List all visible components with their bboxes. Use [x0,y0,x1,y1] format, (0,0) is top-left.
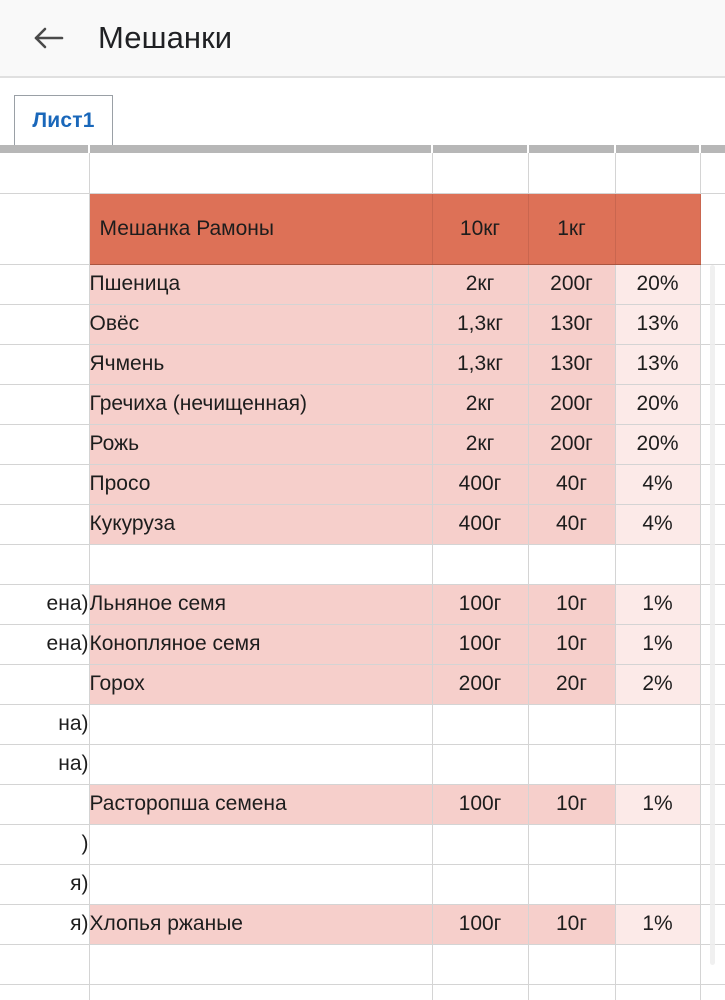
table-row [0,824,725,864]
cell-percent[interactable] [615,544,700,584]
cell-ingredient-name[interactable]: Пшеница [89,264,432,304]
cell-unit-amount[interactable]: 20г [528,664,615,704]
cell-bulk-amount[interactable] [432,944,528,984]
cell-bulk-amount[interactable]: 100г [432,904,528,944]
cell-unit-amount[interactable]: 130г [528,304,615,344]
cell-bulk-amount[interactable]: 400г [432,504,528,544]
cell-bulk-amount[interactable]: 400г [432,464,528,504]
table-row [0,584,725,624]
table-row-title [0,193,725,264]
cell-ingredient-name[interactable]: Гречиха (нечищенная) [89,384,432,424]
cell-unit-amount[interactable] [528,984,615,1000]
cell-bulk-amount[interactable] [432,824,528,864]
cell-ingredient-name[interactable]: Ячмень [89,344,432,384]
cell-left-label[interactable] [0,464,89,504]
cell-left-label[interactable] [0,424,89,464]
cell-mix-title[interactable]: Мешанка Рамоны [89,193,432,264]
cell-tail[interactable] [700,193,725,264]
cell-left-label[interactable]: ена) [0,584,89,624]
cell-bulk-header[interactable]: 10кг [432,193,528,264]
back-button[interactable] [16,6,80,70]
cell-unit-amount[interactable]: 200г [528,384,615,424]
cell-left-label[interactable] [0,193,89,264]
cell-left-label[interactable] [0,304,89,344]
cell-tail[interactable] [700,984,725,1000]
cell-percent[interactable]: 20% [615,384,700,424]
app-bar [0,0,725,76]
cell-unit-amount[interactable]: 40г [528,464,615,504]
cell-percent[interactable]: 2% [615,664,700,704]
sheet-tab-strip [0,78,725,145]
cell-unit-amount[interactable]: 10г [528,784,615,824]
cell-left-label[interactable] [0,504,89,544]
cell-unit-amount[interactable] [528,944,615,984]
column-divider [88,145,90,153]
cell-percent[interactable] [615,824,700,864]
column-divider [431,145,433,153]
sheet-tab-label: Лист1 [32,108,95,132]
cell-percent[interactable]: 4% [615,504,700,544]
table-row [0,504,725,544]
cell-left-label[interactable] [0,544,89,584]
cell-bulk-amount[interactable]: 1,3кг [432,304,528,344]
cell-percent[interactable]: 1% [615,784,700,824]
cell-unit-amount[interactable]: 200г [528,264,615,304]
sheet-tab-list1[interactable] [14,95,113,145]
arrow-left-icon [28,18,68,58]
cell-unit-amount[interactable] [528,544,615,584]
cell-unit-amount[interactable] [528,704,615,744]
cell-ingredient-name[interactable]: Рожь [89,424,432,464]
cell-ingredient-name[interactable] [89,864,432,904]
cell-bulk-amount[interactable] [432,153,528,193]
table-row [0,904,725,944]
column-divider [527,145,529,153]
table-row [0,784,725,824]
cell-percent[interactable]: 20% [615,424,700,464]
cell-ingredient-name[interactable] [89,824,432,864]
cell-ingredient-name[interactable] [89,984,432,1000]
cell-percent[interactable]: 1% [615,904,700,944]
cell-unit-amount[interactable]: 200г [528,424,615,464]
cell-unit-amount[interactable]: 130г [528,344,615,384]
table-row [0,464,725,504]
column-header-band[interactable] [0,145,725,153]
cell-percent[interactable] [615,944,700,984]
cell-unit-header[interactable]: 1кг [528,193,615,264]
cell-bulk-amount[interactable] [432,544,528,584]
cell-bulk-amount[interactable]: 2кг [432,264,528,304]
table-row [0,864,725,904]
cell-ingredient-name[interactable]: Конопляное семя [89,624,432,664]
cell-left-label[interactable]: ) [0,824,89,864]
cell-ingredient-name[interactable]: Овёс [89,304,432,344]
cell-left-label[interactable]: ена) [0,624,89,664]
cell-bulk-amount[interactable] [432,864,528,904]
cell-bulk-amount[interactable]: 100г [432,584,528,624]
column-divider [614,145,616,153]
cell-left-label[interactable]: я) [0,864,89,904]
table-row [0,153,725,193]
cell-left-label[interactable]: на) [0,744,89,784]
cell-bulk-amount[interactable] [432,704,528,744]
sheet-table[interactable] [0,153,725,1000]
cell-unit-amount[interactable]: 10г [528,904,615,944]
cell-percent[interactable]: 20% [615,264,700,304]
cell-percent[interactable] [615,864,700,904]
cell-ingredient-name[interactable] [89,153,432,193]
cell-bulk-amount[interactable]: 100г [432,784,528,824]
table-row [0,344,725,384]
cell-ingredient-name[interactable] [89,704,432,744]
cell-percent[interactable] [615,744,700,784]
table-row [0,304,725,344]
cell-ingredient-name[interactable] [89,944,432,984]
cell-tail[interactable] [700,153,725,193]
cell-left-label[interactable] [0,664,89,704]
cell-ingredient-name[interactable]: Льняное семя [89,584,432,624]
cell-percent[interactable]: 1% [615,624,700,664]
cell-left-label[interactable] [0,264,89,304]
table-row [0,384,725,424]
cell-percent[interactable]: 1% [615,584,700,624]
vertical-scrollbar[interactable] [710,265,715,965]
spreadsheet-grid[interactable] [0,145,725,1000]
cell-bulk-amount[interactable]: 1,3кг [432,344,528,384]
table-row [0,744,725,784]
cell-percent[interactable]: 4% [615,464,700,504]
cell-left-label[interactable] [0,944,89,984]
cell-bulk-amount[interactable] [432,744,528,784]
cell-left-label[interactable]: на) [0,704,89,744]
cell-ingredient-name[interactable] [89,744,432,784]
cell-unit-amount[interactable]: 10г [528,584,615,624]
table-row [0,664,725,704]
table-row [0,944,725,984]
cell-bulk-amount[interactable]: 100г [432,624,528,664]
cell-ingredient-name[interactable]: Расторопша семена [89,784,432,824]
cell-left-label[interactable] [0,984,89,1000]
cell-unit-amount[interactable] [528,824,615,864]
table-row [0,624,725,664]
cell-bulk-amount[interactable]: 2кг [432,424,528,464]
cell-left-label[interactable] [0,153,89,193]
cell-left-label[interactable]: я) [0,904,89,944]
cell-bulk-amount[interactable]: 200г [432,664,528,704]
column-divider [699,145,701,153]
cell-percent[interactable] [615,984,700,1000]
cell-unit-amount[interactable]: 10г [528,624,615,664]
cell-percent[interactable]: 13% [615,344,700,384]
page-title: Мешанки [98,20,233,55]
cell-left-label[interactable] [0,384,89,424]
sheet-body [0,153,725,1000]
cell-bulk-amount[interactable] [432,984,528,1000]
table-row [0,264,725,304]
cell-ingredient-name[interactable]: Хлопья ржаные [89,904,432,944]
cell-left-label[interactable] [0,784,89,824]
cell-percent[interactable] [615,704,700,744]
cell-percent[interactable] [615,153,700,193]
cell-left-label[interactable] [0,344,89,384]
cell-ingredient-name[interactable]: Горох [89,664,432,704]
table-row [0,424,725,464]
cell-percent[interactable]: 13% [615,304,700,344]
cell-ingredient-name[interactable]: Просо [89,464,432,504]
cell-bulk-amount[interactable]: 2кг [432,384,528,424]
cell-unit-amount[interactable] [528,153,615,193]
cell-ingredient-name[interactable] [89,544,432,584]
table-row [0,984,725,1000]
cell-unit-amount[interactable] [528,744,615,784]
table-row [0,544,725,584]
cell-ingredient-name[interactable]: Кукуруза [89,504,432,544]
cell-pct-header[interactable] [615,193,700,264]
cell-unit-amount[interactable] [528,864,615,904]
cell-unit-amount[interactable]: 40г [528,504,615,544]
table-row [0,704,725,744]
